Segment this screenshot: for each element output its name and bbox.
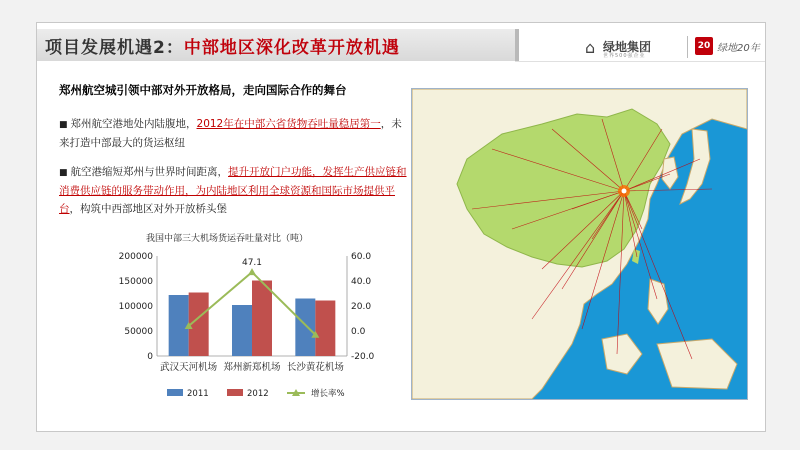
y-left-tick-label: 150000 [118,277,153,287]
chart-title: 我国中部三大机场货运吞吐量对比（吨） [145,234,309,244]
logo-subtitle: 世界500强企业 [603,53,646,59]
y-right-tick-label: 40.0 [351,277,372,287]
bullet-square-icon: ■ [59,120,68,130]
slide-title [45,33,400,58]
x-tick-label: 长沙黄花机场 [286,362,344,373]
china-route-map [411,88,748,400]
p1-text-a: 郑州航空港地处内陆腹地， [70,118,197,130]
p1-text-b: ，未来打造中部最大的货运枢纽 [59,118,402,149]
legend-label: 增长率% [311,389,345,399]
anniversary-badge: 20 [695,37,713,55]
section-heading: 郑州航空城引领中部对外开放格局，走向国际合作的舞台 [59,83,347,97]
bar-2011 [232,305,252,356]
logo-brand: 绿地集团 [603,40,652,54]
title-prefix: 项目发展机遇2： [45,38,184,58]
bullet-square-icon: ■ [59,168,68,178]
y-right-tick-label: -20.0 [351,352,375,362]
y-left-tick-label: 200000 [118,252,153,262]
slide [36,22,766,432]
p2-text-a: 航空港缩短郑州与世界时间距离， [70,166,229,178]
bullet-paragraph-1 [59,115,409,152]
p2-highlight: 提升开放门户功能，发挥生产供应链和消费供应链的服务带动作用，为内陆地区利用全球资源和国际市场提供平台 [59,166,407,215]
company-logo [577,33,762,61]
title-bar [37,29,519,61]
bar-2011 [295,299,315,357]
bar-2011 [169,295,189,356]
house-icon: ⌂ [585,38,596,57]
legend-label: 2012 [247,389,269,399]
x-tick-label: 武汉天河机场 [160,362,218,373]
growth-rate-point [248,268,256,275]
p2-text-b: ，构筑中西部地区对外开放桥头堡 [69,203,227,215]
data-label: 47.1 [241,258,263,269]
p1-highlight: 2012年在中部六省货物吞吐量稳居第一 [196,118,381,130]
anniversary-text: 绿地20年 [717,43,760,54]
title-highlight: 中部地区深化改革开放机遇 [183,38,400,58]
legend-swatch [227,389,243,396]
legend-label: 2011 [187,389,209,399]
y-right-tick-label: 60.0 [351,252,372,262]
cargo-comparison-chart [47,228,387,418]
y-left-tick-label: 0 [147,352,153,362]
y-left-tick-label: 50000 [124,327,153,337]
y-right-tick-label: 0.0 [351,327,366,337]
y-right-tick-label: 20.0 [351,302,372,312]
x-tick-label: 郑州新郑机场 [223,362,281,373]
bar-2012 [252,281,272,357]
legend-swatch [167,389,183,396]
bullet-paragraph-2 [59,163,409,218]
logo-divider [687,36,688,58]
y-left-tick-label: 100000 [118,302,153,312]
bar-2012 [315,301,335,357]
header-line [515,61,765,62]
